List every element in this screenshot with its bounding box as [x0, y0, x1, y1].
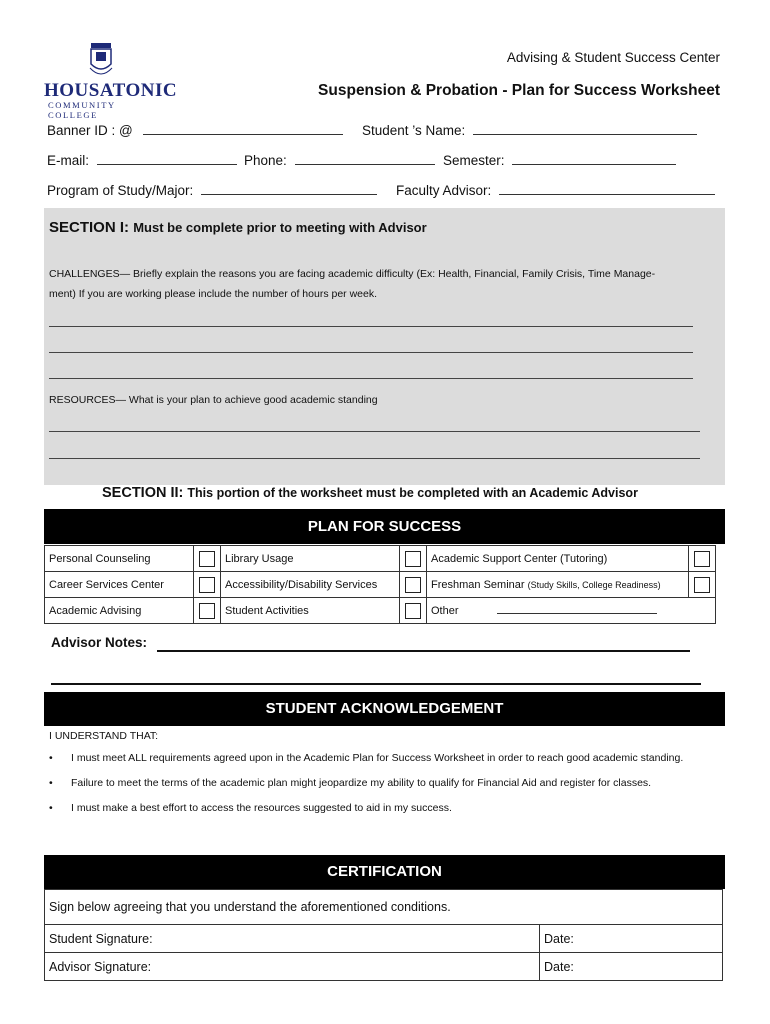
- list-item: • I must make a best effort to access the resources suggested to aid in my success.: [49, 800, 709, 817]
- advisor-signature-field[interactable]: Advisor Signature:: [45, 953, 540, 981]
- student-name-label: Student ’s Name:: [362, 123, 466, 138]
- checkbox-freshman-seminar[interactable]: [689, 572, 716, 598]
- acknowledgement-list: [49, 750, 709, 825]
- checkbox-student-activities[interactable]: [400, 598, 427, 624]
- resources-answer-line[interactable]: [49, 458, 700, 459]
- option-label: Academic Support Center (Tutoring): [427, 546, 689, 572]
- section-one-panel: [44, 208, 725, 485]
- logo-name: HOUSATONIC: [44, 80, 178, 101]
- checkbox-academic-advising[interactable]: [194, 598, 221, 624]
- bullet-icon: •: [49, 752, 53, 764]
- certification-statement: Sign below agreeing that you understand the aforementioned conditions.: [45, 890, 723, 925]
- checkbox-academic-support[interactable]: [689, 546, 716, 572]
- faculty-advisor-field[interactable]: [396, 182, 715, 198]
- certification-header: CERTIFICATION: [44, 855, 725, 889]
- table-row: [45, 925, 723, 953]
- challenges-answer-line[interactable]: [49, 326, 693, 327]
- option-label: Library Usage: [221, 546, 400, 572]
- option-label: Student Activities: [221, 598, 400, 624]
- semester-field[interactable]: [443, 152, 676, 168]
- student-name-field[interactable]: [362, 122, 697, 138]
- freshman-seminar-note: (Study Skills, College Readiness): [527, 579, 661, 590]
- table-row: [45, 572, 716, 598]
- option-label: Personal Counseling: [45, 546, 194, 572]
- banner-id-field[interactable]: [47, 122, 343, 138]
- logo-subtitle: COMMUNITY COLLEGE: [48, 100, 116, 120]
- list-item: • Failure to meet the terms of the academic plan might jeopardize my ability to qualify for Financial Aid and register for classes.: [49, 775, 709, 792]
- table-row: [45, 953, 723, 981]
- college-logo: [44, 42, 178, 120]
- challenges-answer-line[interactable]: [49, 378, 693, 379]
- advisor-notes-line[interactable]: [51, 683, 701, 685]
- college-seal-icon: [88, 42, 114, 78]
- email-label: E-mail:: [47, 153, 90, 168]
- option-label: Accessibility/Disability Services: [221, 572, 400, 598]
- advisor-notes-field[interactable]: [51, 635, 147, 650]
- resources-answer-line[interactable]: [49, 431, 700, 432]
- table-row: [45, 546, 716, 572]
- bullet-icon: •: [49, 777, 53, 789]
- other-option[interactable]: Other: [427, 598, 716, 624]
- table-row: [45, 890, 723, 925]
- option-label: Freshman Seminar (Study Skills, College Readiness): [427, 572, 689, 598]
- challenges-prompt-line1: CHALLENGES— Briefly explain the reasons you are facing academic difficulty (Ex: Health, Financial, Family Crisis, Time Manage-: [49, 268, 656, 280]
- advisor-notes-line[interactable]: [157, 650, 690, 652]
- challenges-answer-line[interactable]: [49, 352, 693, 353]
- checkbox-career-services[interactable]: [194, 572, 221, 598]
- student-signature-field[interactable]: Student Signature:: [45, 925, 540, 953]
- acknowledgement-intro: I UNDERSTAND THAT:: [49, 730, 159, 742]
- option-label: Career Services Center: [45, 572, 194, 598]
- list-item: • I must meet ALL requirements agreed upon in the Academic Plan for Success Worksheet in order to reach good academic standing.: [49, 750, 709, 767]
- faculty-advisor-label: Faculty Advisor:: [396, 183, 492, 198]
- phone-field[interactable]: [244, 152, 435, 168]
- checkbox-library-usage[interactable]: [400, 546, 427, 572]
- email-field[interactable]: [47, 152, 237, 168]
- checkbox-accessibility-services[interactable]: [400, 572, 427, 598]
- student-date-field[interactable]: Date:: [540, 925, 723, 953]
- challenges-prompt-line2: ment) If you are working please include the number of hours per week.: [49, 288, 378, 300]
- table-row: [45, 598, 716, 624]
- program-label: Program of Study/Major:: [47, 183, 194, 198]
- checkbox-personal-counseling[interactable]: [194, 546, 221, 572]
- page-title: Suspension & Probation - Plan for Success Worksheet: [318, 82, 720, 99]
- option-label: Academic Advising: [45, 598, 194, 624]
- department-name: Advising & Student Success Center: [506, 50, 720, 65]
- resources-prompt: RESOURCES— What is your plan to achieve good academic standing: [49, 394, 378, 406]
- semester-label: Semester:: [443, 153, 505, 168]
- phone-label: Phone:: [244, 153, 287, 168]
- section-one-heading: SECTION I: Must be complete prior to meeting with Advisor: [49, 219, 427, 236]
- section-two-heading: SECTION II: This portion of the worksheet must be completed with an Academic Advisor: [102, 485, 638, 501]
- advisor-notes-label: Advisor Notes:: [51, 635, 148, 650]
- banner-id-label: Banner ID : @: [47, 123, 133, 138]
- plan-for-success-header: PLAN FOR SUCCESS: [44, 509, 725, 544]
- bullet-icon: •: [49, 802, 53, 814]
- program-field[interactable]: [47, 182, 377, 198]
- certification-table: [44, 889, 723, 981]
- acknowledgement-header: STUDENT ACKNOWLEDGEMENT: [44, 692, 725, 726]
- plan-checklist: [44, 545, 716, 624]
- advisor-date-field[interactable]: Date:: [540, 953, 723, 981]
